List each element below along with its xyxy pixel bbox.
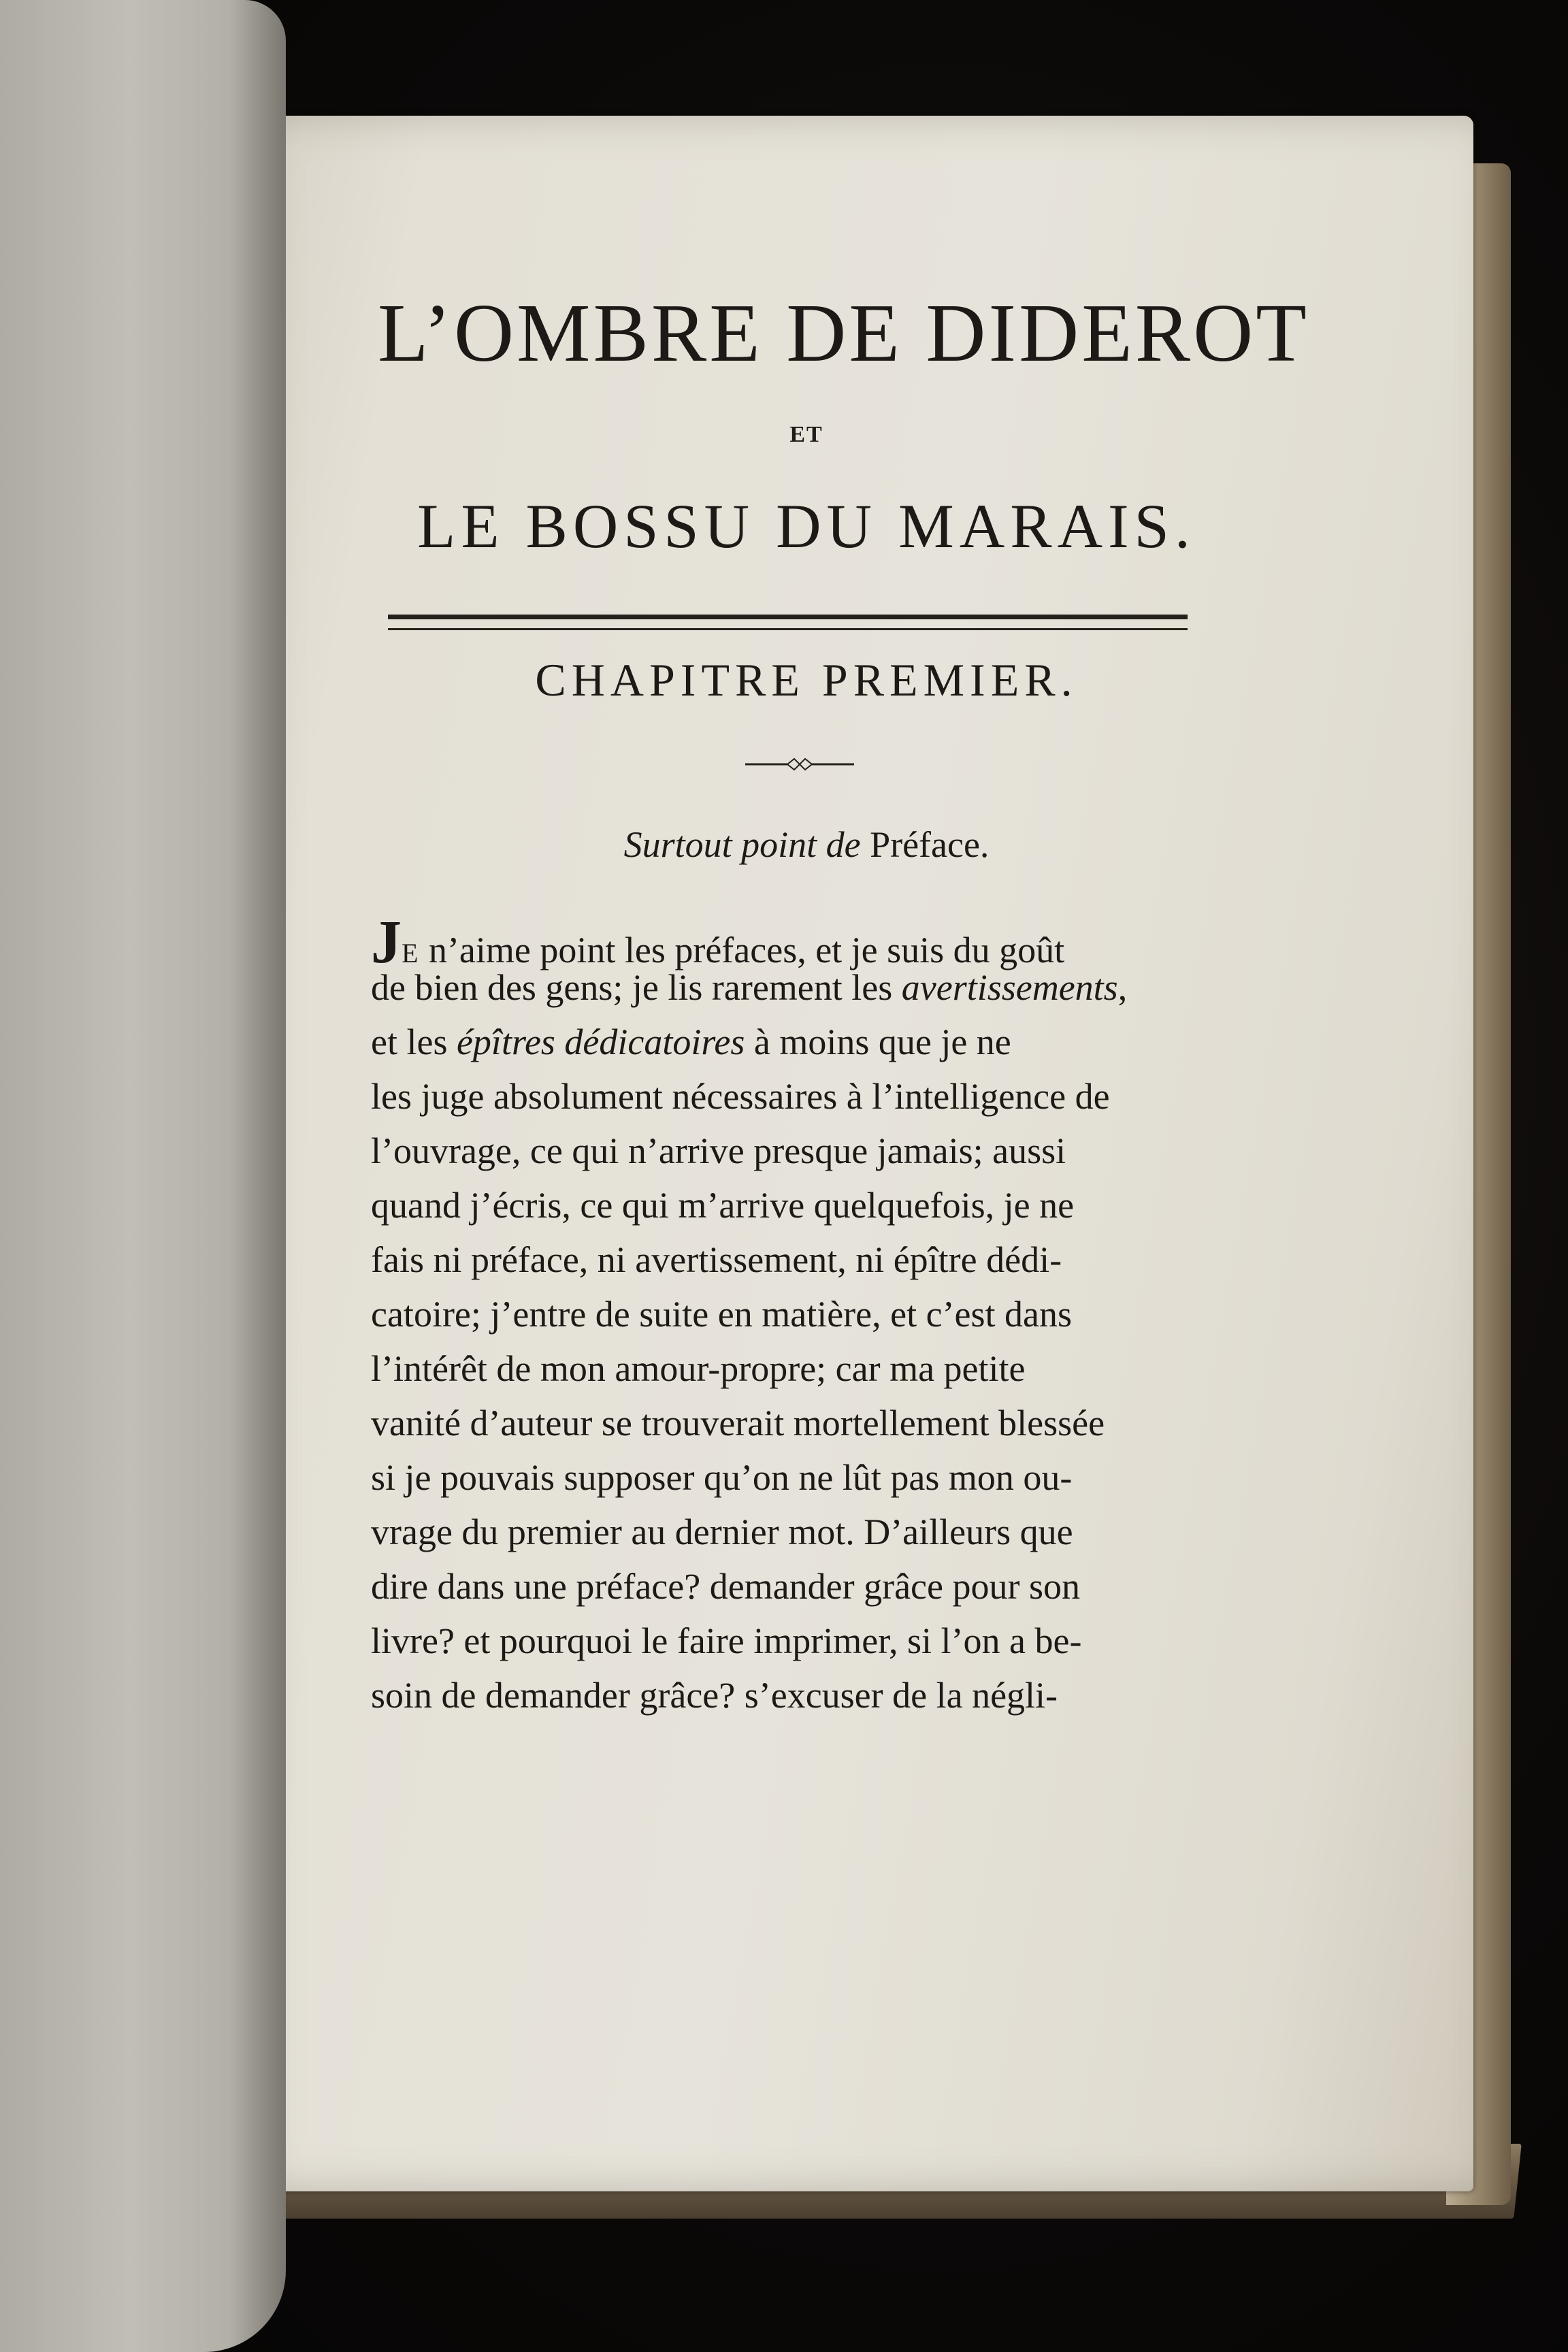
body-line-italic: épîtres dédicatoires [456, 1022, 745, 1062]
body-line [371, 966, 1127, 1021]
body-line-italic: avertissements [901, 967, 1118, 1008]
body-line-text: n’aime point les préfaces, et je suis du goût [419, 930, 1065, 970]
body-line [371, 909, 1065, 976]
title-rule-thin [388, 628, 1188, 630]
subtitle-italic: Surtout point de [623, 824, 861, 865]
chapter-heading: CHAPITRE PREMIER. [535, 654, 1078, 706]
small-cap: E [402, 938, 420, 968]
body-line-text: de bien des gens; je lis rarement les [371, 967, 902, 1008]
chapter-subtitle [378, 823, 1235, 866]
ornament-divider [745, 755, 854, 773]
body-line-text: et les [371, 1022, 457, 1062]
title-line-2: LE BOSSU DU MARAIS. [417, 491, 1196, 561]
body-line: fais ni préface, ni avertissement, ni épître dédi- [371, 1239, 1062, 1280]
body-line [371, 1021, 1011, 1075]
body-line: les juge absolument nécessaires à l’intelligence de [371, 1076, 1110, 1117]
body-line-text: à moins que je ne [745, 1022, 1011, 1062]
drop-cap: J [371, 909, 402, 976]
body-line: l’intérêt de mon amour-propre; car ma petite [371, 1348, 1026, 1389]
body-line: soin de demander grâce? s’excuser de la négli- [371, 1675, 1058, 1716]
title-rule-thick [388, 615, 1188, 619]
left-page [0, 0, 286, 2352]
title-line-1: L’OMBRE DE DIDEROT [378, 287, 1309, 379]
body-line: quand j’écris, ce qui m’arrive quelquefois, je ne [371, 1185, 1075, 1226]
body-line: vanité d’auteur se trouverait mortellement blessée [371, 1403, 1105, 1443]
body-line-text: , [1117, 967, 1128, 1008]
body-line: livre? et pourquoi le faire imprimer, si l’on a be- [371, 1620, 1082, 1661]
body-line: dire dans une préface? demander grâce pour son [371, 1566, 1080, 1607]
body-line: catoire; j’entre de suite en matière, et c’est dans [371, 1294, 1073, 1335]
subtitle-roman: Préface. [870, 824, 990, 865]
body-line: vrage du premier au dernier mot. D’ailleurs que [371, 1512, 1073, 1552]
body-line: si je pouvais supposer qu’on ne lût pas mon ou- [371, 1457, 1073, 1498]
title-conjunction: ET [789, 422, 823, 447]
body-line: l’ouvrage, ce qui n’arrive presque jamais; aussi [371, 1130, 1066, 1171]
